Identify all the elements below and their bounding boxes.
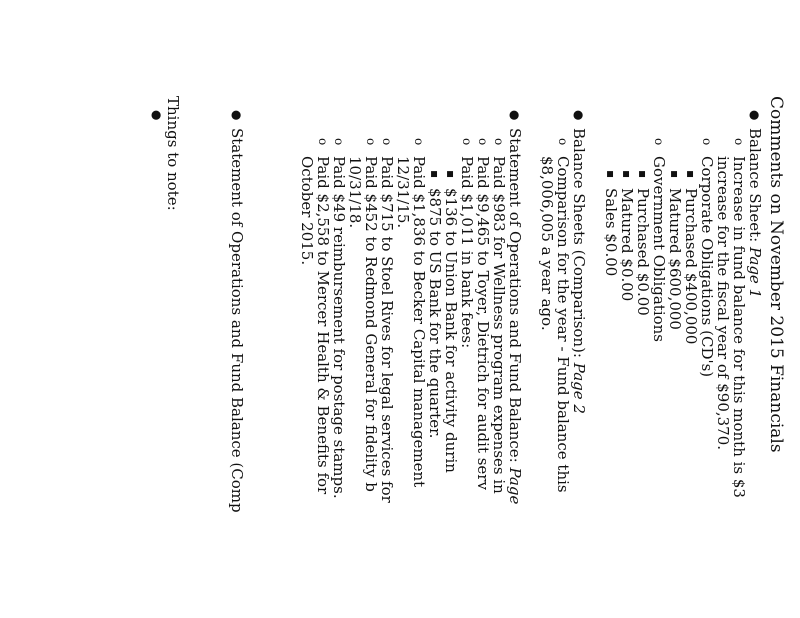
circle-marker: o [364,138,378,146]
square-marker: ▪ [620,170,634,179]
square-marker: ▪ [668,170,682,179]
list-item-continuation: 10/31/18. [346,156,364,229]
operations-heading: Statement of Operations and Fund Balance: Page [506,128,524,505]
square-marker: ▪ [444,170,458,179]
page-reference: Page 1 [746,246,764,299]
square-marker: ▪ [684,170,698,179]
list-subitem: Matured $600,000 [666,188,684,330]
bullet-marker: ● [572,110,586,121]
list-item: Corporate Obligations (CD's) [698,156,716,378]
list-item-continuation: increase for the fiscal year of $90,370. [714,156,732,451]
list-item: Paid $9,465 to Toyer, Dietrich for audit serv [474,156,492,490]
bullet-marker: ● [150,110,164,121]
circle-marker: o [652,138,666,146]
bullet-marker: ● [508,110,522,121]
circle-marker: o [412,138,426,146]
page-title: Comments on November 2015 Financials [766,96,786,453]
circle-marker: o [460,138,474,146]
square-marker: ▪ [604,170,618,179]
balance-comparison-heading: Balance Sheets (Comparison): Page 2 [570,128,588,414]
list-item: Comparison for the year - Fund balance this [554,156,572,493]
list-item: Paid $983 for Wellness program expenses in [490,156,508,494]
list-item: Paid $1,011 in bank fees: [458,156,476,349]
list-subitem: Purchased $400,000 [682,188,700,345]
list-item: Government Obligations [650,156,668,343]
list-item: Paid $452 to Redmond General for fidelity b [362,156,380,492]
square-marker: ▪ [636,170,650,179]
circle-marker: o [556,138,570,146]
circle-marker: o [316,138,330,146]
list-item: Paid $715 to Stoel Rives for legal services for [378,156,396,503]
list-item: Paid $1,836 to Becker Capital management [410,156,428,488]
list-subitem: Purchased $0.00 [634,188,652,316]
notes-heading: Things to note: [164,96,182,211]
list-subitem: $136 to Union Bank for activity durin [442,188,460,473]
page-reference: Page 2 [570,362,588,414]
circle-marker: o [380,138,394,146]
list-subitem: Matured $0.00 [618,188,636,302]
list-item-continuation: $8,006,005 a year ago. [538,156,556,331]
circle-marker: o [732,138,746,146]
circle-marker: o [332,138,346,146]
balance-sheet-heading: Balance Sheet: Page 1 [746,128,764,299]
circle-marker: o [700,138,714,146]
list-subitem: Sales $0.00 [602,188,620,277]
list-item: Paid $49 reimbursement for postage stamps. [330,156,348,499]
list-item-continuation: October 2015. [298,156,316,266]
list-item: Paid $2,558 to Mercer Health & Benefits for [314,156,332,495]
page-reference: Page [506,467,524,505]
square-marker: ▪ [428,170,442,179]
bullet-marker: ● [230,110,244,121]
circle-marker: o [492,138,506,146]
bullet-marker: ● [748,110,762,121]
circle-marker: o [476,138,490,146]
list-item-continuation: 12/31/15. [394,156,412,229]
list-item: Increase in fund balance for this month is $3 [730,156,748,498]
list-subitem: $875 to US Bank for the quarter. [426,188,444,439]
operations-comparison-heading: Statement of Operations and Fund Balance (Comp [228,128,246,513]
